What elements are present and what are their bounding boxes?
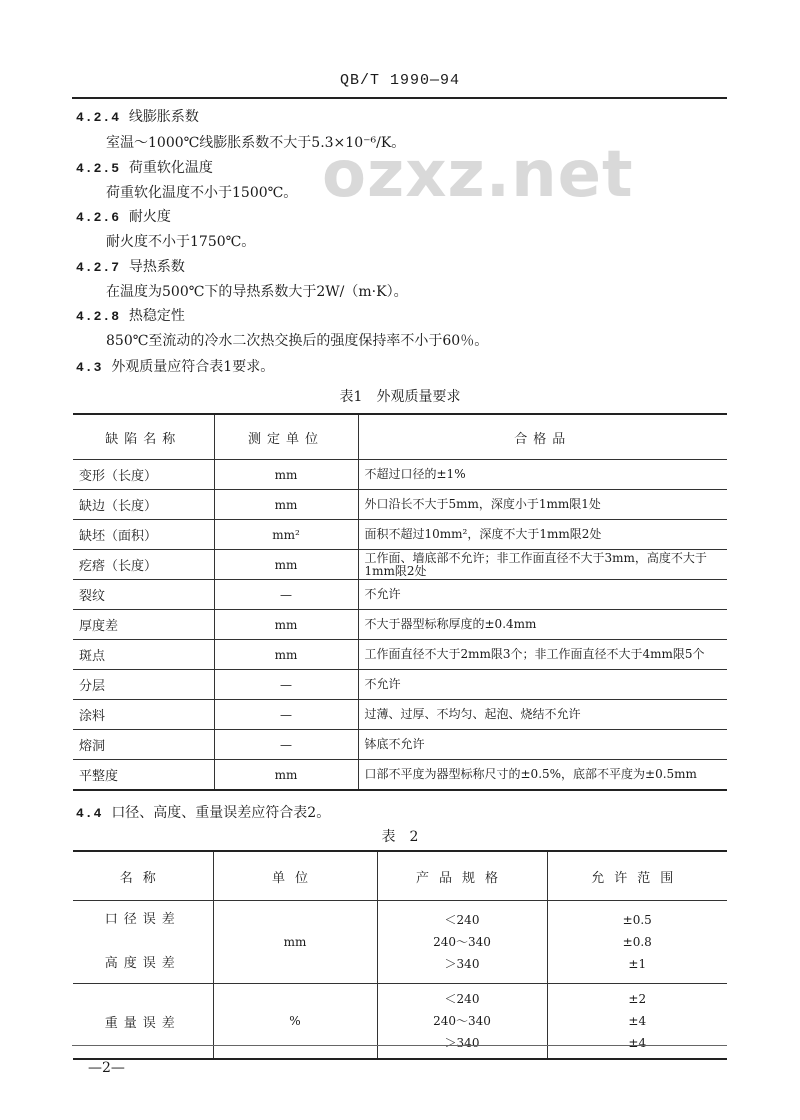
range-value: ±4 <box>628 1014 647 1028</box>
column-header: 合格品 <box>358 414 727 460</box>
table-row <box>73 520 727 550</box>
unit-cell: — <box>214 670 358 700</box>
unit-cell: — <box>214 700 358 730</box>
table-row <box>73 700 727 730</box>
column-header: 测定单位 <box>214 414 358 460</box>
range-value: ±1 <box>628 957 647 971</box>
table-row <box>73 760 727 791</box>
document-header: QB/T 1990—94 <box>339 72 461 89</box>
requirement-cell: 不允许 <box>358 580 727 610</box>
requirement-cell: 不允许 <box>358 670 727 700</box>
range-value: ±0.8 <box>622 935 652 949</box>
table-header-row <box>73 414 727 460</box>
unit-cell: mm <box>214 640 358 670</box>
requirement-cell: 外口沿长不大于5mm，深度小于1mm限1处 <box>358 490 727 520</box>
page-number: —2— <box>88 1060 125 1076</box>
requirement-cell: 工作面直径不大于2mm限3个；非工作面直径不大于4mm限5个 <box>358 640 727 670</box>
table-row <box>73 901 727 984</box>
column-header: 缺陷名称 <box>73 414 214 460</box>
spec-value: 240～340 <box>433 1014 491 1028</box>
unit-cell: mm <box>214 610 358 640</box>
spec-value: ＜240 <box>444 913 480 927</box>
spec-value: 240～340 <box>433 935 491 949</box>
header-rule <box>72 97 727 99</box>
section-title: 导热系数 <box>128 259 185 275</box>
table1-caption: 表1 外观质量要求 <box>339 389 461 405</box>
defect-name: 疙瘩（长度） <box>73 550 214 580</box>
tolerance-table <box>73 850 727 1060</box>
row-name: 高度误差 <box>104 956 181 971</box>
range-value: ±4 <box>628 1036 647 1050</box>
requirement-cell: 口部不平度为器型标称尺寸的±0.5%，底部不平度为±0.5mm <box>358 760 727 791</box>
section-title: 荷重软化温度 <box>128 160 213 176</box>
section-title: 耐火度 <box>128 209 171 225</box>
unit-cell: mm <box>214 460 358 490</box>
section-title: 线膨胀系数 <box>128 109 199 125</box>
section-number: 4.2.6 <box>76 210 121 225</box>
footer-rule <box>72 1045 727 1046</box>
unit-cell: mm² <box>214 520 358 550</box>
table-row <box>73 730 727 760</box>
section-number: 4.2.4 <box>76 110 121 125</box>
table-header-row <box>73 851 727 901</box>
section-4-2-6-heading <box>76 206 171 226</box>
table-row <box>73 670 727 700</box>
defect-name: 缺坯（面积） <box>73 520 214 550</box>
spec-value: ＞340 <box>444 1036 480 1050</box>
defect-name: 分层 <box>73 670 214 700</box>
column-header: 产品规格 <box>377 851 547 901</box>
unit-cell: mm <box>214 760 358 791</box>
column-header: 名称 <box>73 851 213 901</box>
section-4-2-6-body: 耐火度不小于1750℃。 <box>106 234 256 250</box>
row-name: 口径误差 <box>104 912 181 927</box>
unit-cell: mm <box>213 901 377 984</box>
table2-caption: 表 2 <box>381 829 419 845</box>
section-4-2-7-heading <box>76 256 185 276</box>
requirement-cell: 钵底不允许 <box>358 730 727 760</box>
spec-value: ＞340 <box>444 957 480 971</box>
requirement-cell: 工作面、墙底部不允许；非工作面直径不大于3mm，高度不大于1mm限2处 <box>358 550 727 580</box>
spec-value: ＜240 <box>444 992 480 1006</box>
section-4-2-8-heading <box>76 305 185 325</box>
defect-name: 厚度差 <box>73 610 214 640</box>
requirement-cell: 不超过口径的±1% <box>358 460 727 490</box>
section-4-2-4-body: 室温～1000℃线膨胀系数不大于5.3×10⁻⁶/K。 <box>106 135 406 151</box>
column-header: 允许范围 <box>547 851 727 901</box>
requirement-cell: 过薄、过厚、不均匀、起泡、烧结不允许 <box>358 700 727 730</box>
defect-name: 斑点 <box>73 640 214 670</box>
section-title: 热稳定性 <box>128 308 185 324</box>
row-name: 重量误差 <box>104 1015 181 1031</box>
table-row <box>73 550 727 580</box>
section-number: 4.2.5 <box>76 161 121 176</box>
section-4-2-8-body: 850℃至流动的冷水二次热交换后的强度保持率不小于60％。 <box>106 333 489 349</box>
clause-number: 4.3 <box>76 360 103 375</box>
clause-number: 4.4 <box>76 806 103 821</box>
defect-name: 变形（长度） <box>73 460 214 490</box>
table-row <box>73 460 727 490</box>
table-row <box>73 490 727 520</box>
unit-cell: mm <box>214 550 358 580</box>
defect-name: 裂纹 <box>73 580 214 610</box>
requirement-cell: 不大于器型标称厚度的±0.4mm <box>358 610 727 640</box>
requirement-cell: 面积不超过10mm²，深度不大于1mm限2处 <box>358 520 727 550</box>
table-row <box>73 984 727 1060</box>
section-4-2-7-body: 在温度为500℃下的导热系数大于2W/（m·K）。 <box>106 284 408 300</box>
section-4-2-5-body: 荷重软化温度不小于1500℃。 <box>106 185 298 201</box>
section-4-2-5-heading <box>76 157 213 177</box>
unit-cell: % <box>213 984 377 1060</box>
clause-text: 外观质量应符合表1要求。 <box>111 359 275 375</box>
defect-name: 涂料 <box>73 700 214 730</box>
range-value: ±2 <box>628 992 647 1006</box>
appearance-quality-table <box>73 413 727 791</box>
table-row <box>73 640 727 670</box>
clause-text: 口径、高度、重量误差应符合表2。 <box>111 805 331 821</box>
column-header: 单位 <box>213 851 377 901</box>
table-row <box>73 610 727 640</box>
defect-name: 缺边（长度） <box>73 490 214 520</box>
section-4-2-4-heading <box>76 106 199 126</box>
section-number: 4.2.8 <box>76 309 121 324</box>
unit-cell: — <box>214 730 358 760</box>
clause-4-3 <box>76 356 274 376</box>
unit-cell: mm <box>214 490 358 520</box>
unit-cell: — <box>214 580 358 610</box>
defect-name: 熔洞 <box>73 730 214 760</box>
clause-4-4 <box>76 802 330 822</box>
section-number: 4.2.7 <box>76 260 121 275</box>
watermark: ozxz.net <box>322 138 634 212</box>
table-row <box>73 580 727 610</box>
range-value: ±0.5 <box>622 913 652 927</box>
defect-name: 平整度 <box>73 760 214 791</box>
